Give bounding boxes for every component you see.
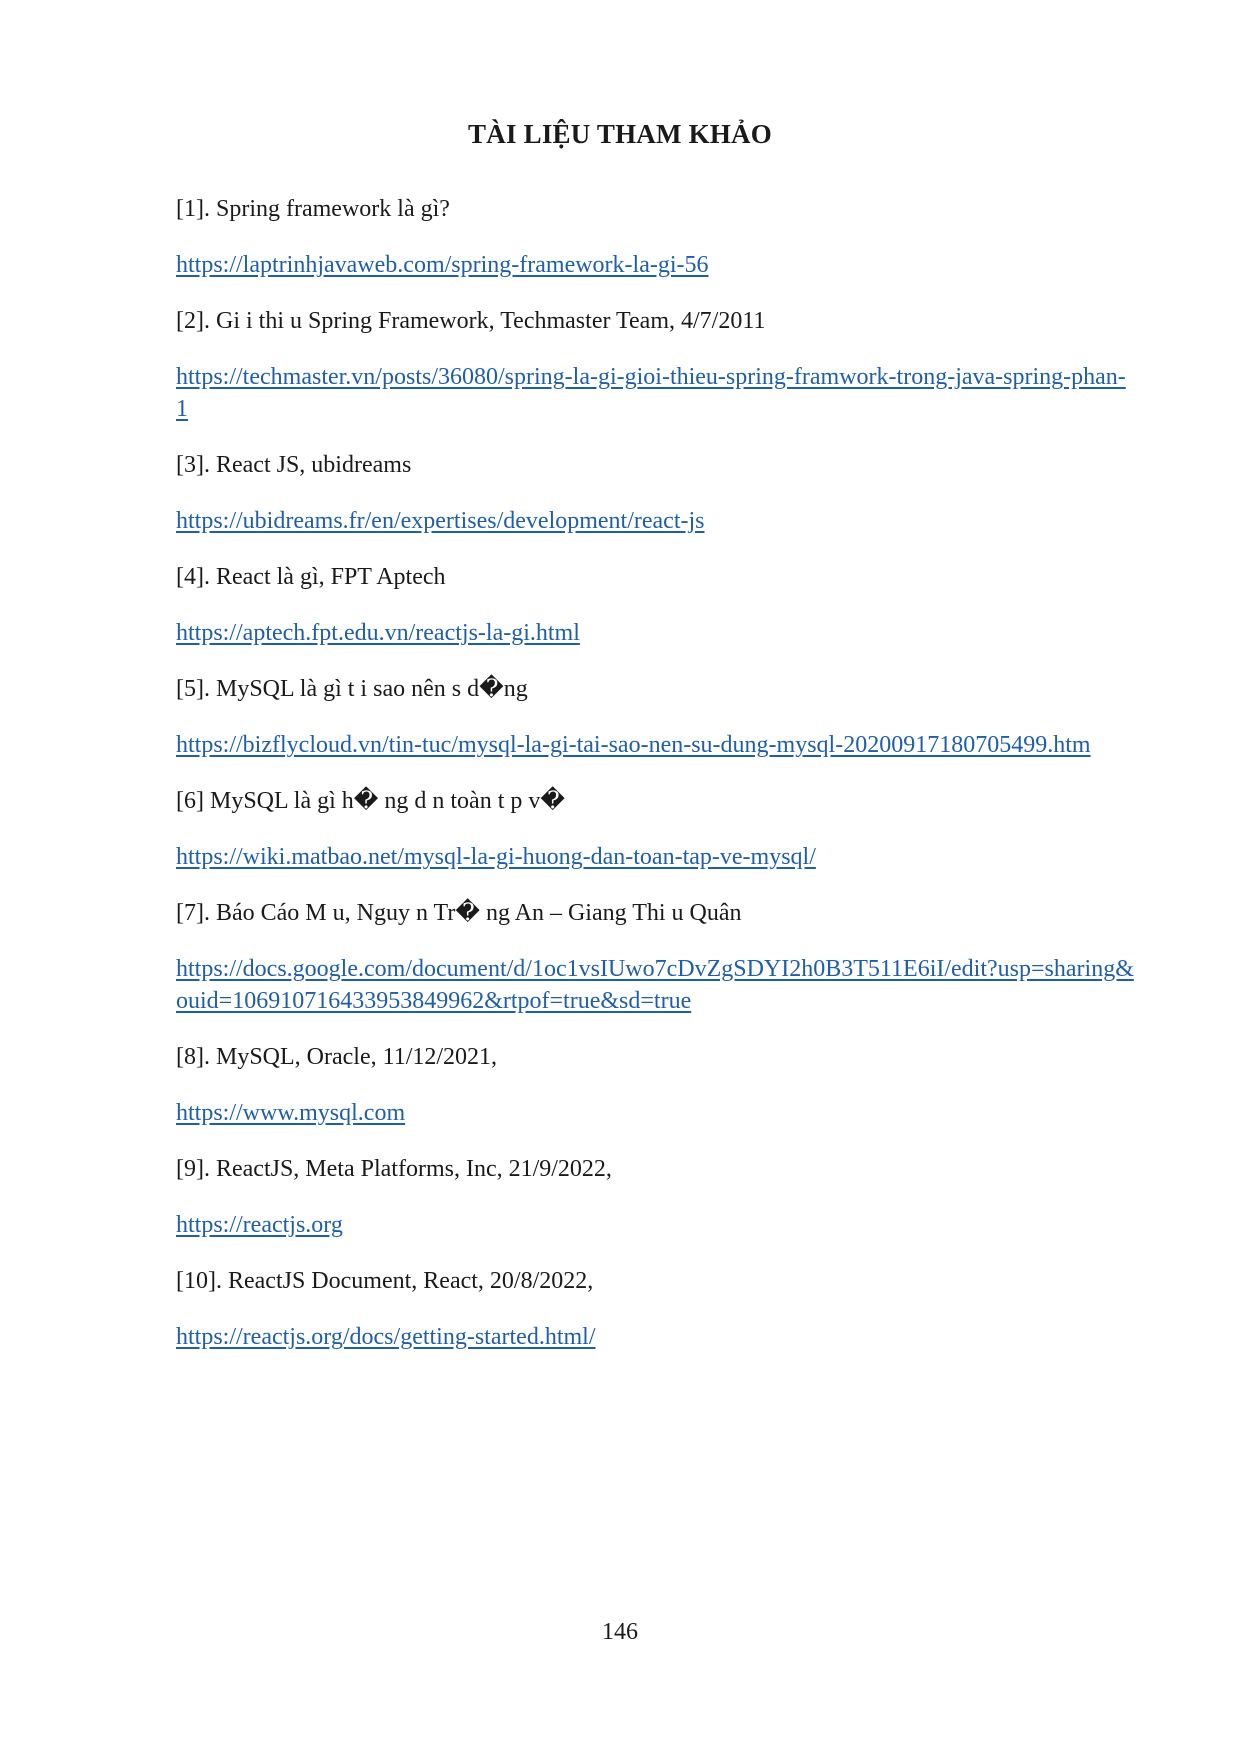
reference-item bbox=[176, 305, 1136, 425]
reference-link[interactable]: https://laptrinhjavaweb.com/spring-framework-la-gi-56 bbox=[176, 252, 709, 278]
reference-item bbox=[176, 193, 1136, 281]
reference-item bbox=[176, 1265, 1136, 1353]
reference-item bbox=[176, 673, 1136, 761]
page-title: TÀI LIỆU THAM KHẢO bbox=[468, 119, 772, 149]
reference-item bbox=[176, 1153, 1136, 1241]
reference-label: [1]. Spring framework là gì? bbox=[176, 196, 450, 222]
reference-item bbox=[176, 897, 1136, 1017]
reference-label: [6] MySQL là gì h� ng d n toàn t p v� bbox=[176, 788, 565, 814]
reference-link[interactable]: https://techmaster.vn/posts/36080/spring-la-gi-gioi-thieu-spring-framwork-trong-java-spring-phan-1 bbox=[176, 364, 1126, 422]
reference-list bbox=[176, 193, 1136, 1377]
page-number: 146 bbox=[602, 1619, 638, 1645]
reference-link[interactable]: https://bizflycloud.vn/tin-tuc/mysql-la-gi-tai-sao-nen-su-dung-mysql-20200917180705499.htm bbox=[176, 732, 1091, 758]
reference-label: [4]. React là gì, FPT Aptech bbox=[176, 564, 446, 590]
reference-link[interactable]: https://reactjs.org/docs/getting-started.html/ bbox=[176, 1324, 596, 1350]
reference-label: [5]. MySQL là gì t i sao nên s d�ng bbox=[176, 676, 528, 702]
reference-label: [8]. MySQL, Oracle, 11/12/2021, bbox=[176, 1044, 498, 1070]
reference-link[interactable]: https://aptech.fpt.edu.vn/reactjs-la-gi.html bbox=[176, 620, 580, 646]
reference-item bbox=[176, 785, 1136, 873]
reference-label: [2]. Gi i thi u Spring Framework, Techmaster Team, 4/7/2011 bbox=[176, 308, 766, 334]
reference-label: [9]. ReactJS, Meta Platforms, Inc, 21/9/2022, bbox=[176, 1156, 612, 1182]
reference-link[interactable]: https://reactjs.org bbox=[176, 1212, 343, 1238]
reference-link[interactable]: https://www.mysql.com bbox=[176, 1100, 406, 1126]
reference-label: [3]. React JS, ubidreams bbox=[176, 452, 412, 478]
reference-link[interactable]: https://wiki.matbao.net/mysql-la-gi-huong-dan-toan-tap-ve-mysql/ bbox=[176, 844, 816, 870]
reference-link[interactable]: https://docs.google.com/document/d/1oc1vsIUwo7cDvZgSDYI2h0B3T511E6iI/edit?usp=sharing&ouid=106910716433953849962&rtpof=true&sd=true bbox=[176, 956, 1134, 1014]
reference-label: [7]. Báo Cáo M u, Nguy n Tr� ng An – Giang Thi u Quân bbox=[176, 900, 742, 926]
reference-item bbox=[176, 1041, 1136, 1129]
reference-item bbox=[176, 561, 1136, 649]
reference-label: [10]. ReactJS Document, React, 20/8/2022, bbox=[176, 1268, 594, 1294]
reference-item bbox=[176, 449, 1136, 537]
reference-link[interactable]: https://ubidreams.fr/en/expertises/development/react-js bbox=[176, 508, 705, 534]
